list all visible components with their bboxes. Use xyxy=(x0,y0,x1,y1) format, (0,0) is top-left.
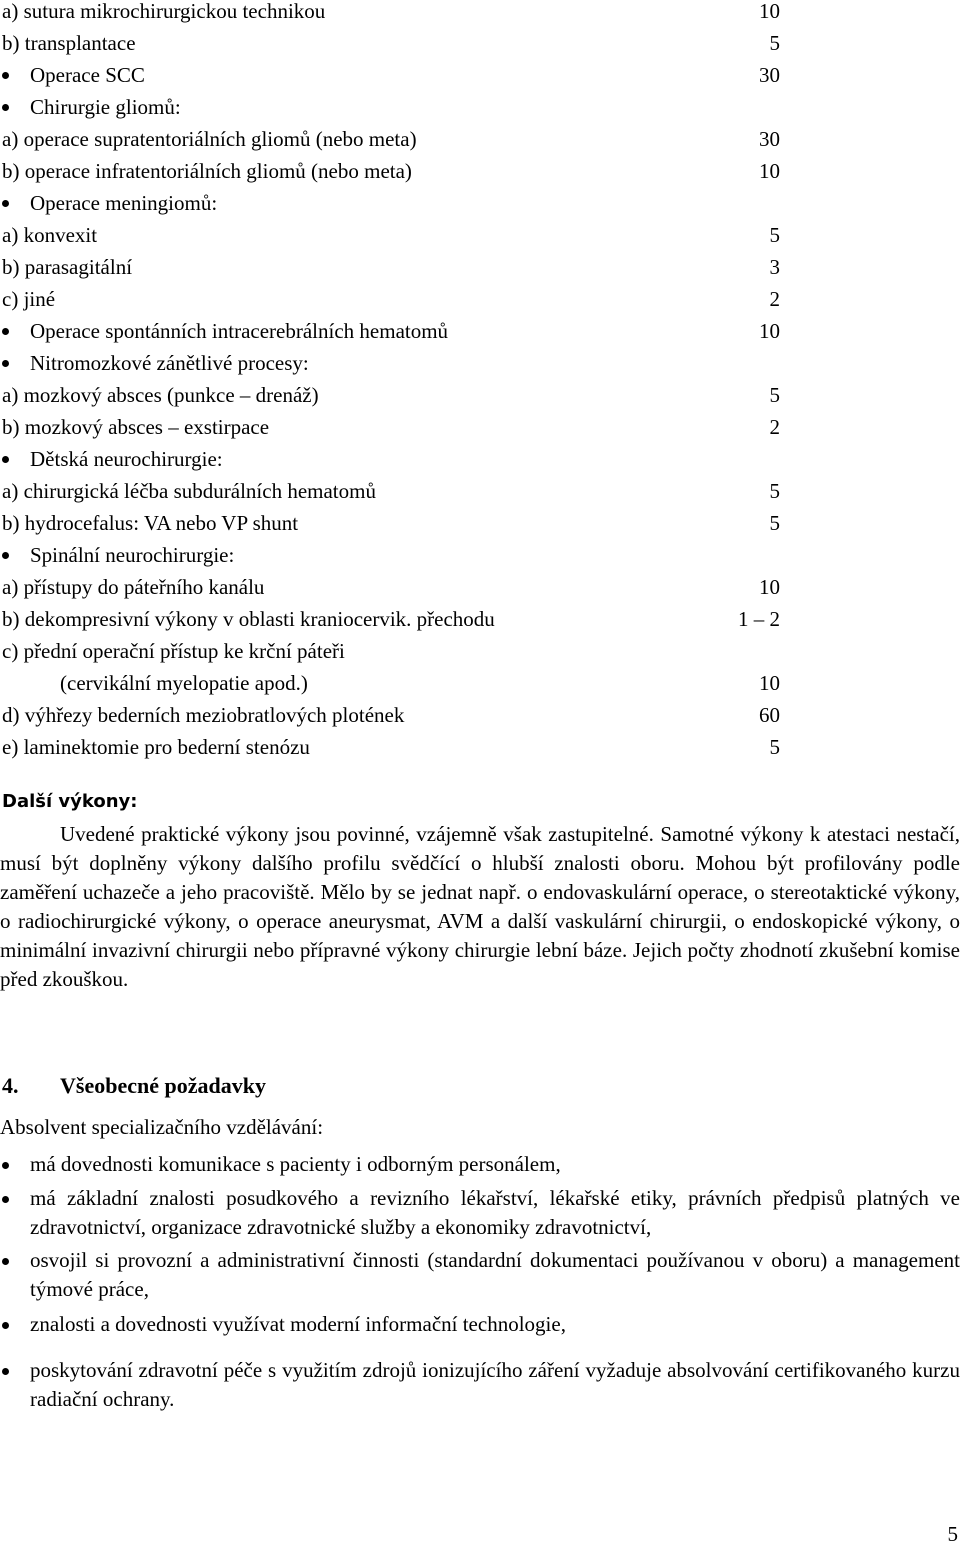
procedure-count: 3 xyxy=(769,255,780,279)
requirement-item: poskytování zdravotní péče s využitím zdrojů ionizujícího záření vyžaduje absolvování certifikovaného kurzu radiační ochrany. xyxy=(0,1356,960,1414)
procedure-row xyxy=(0,667,960,699)
procedure-label: a) operace supratentoriálních gliomů (nebo meta) xyxy=(2,127,417,151)
procedure-count: 30 xyxy=(759,63,780,87)
bullet-icon xyxy=(2,1196,9,1203)
procedure-label: c) přední operační přístup ke krční páteři xyxy=(2,639,345,663)
bullet-icon xyxy=(2,200,9,207)
procedure-row xyxy=(0,315,960,347)
procedure-count: 5 xyxy=(769,31,780,55)
bullet-icon xyxy=(2,1258,9,1265)
procedure-count: 10 xyxy=(759,319,780,343)
section-4-title: Všeobecné požadavky xyxy=(60,1073,266,1098)
procedure-row xyxy=(0,635,960,667)
procedure-label: Chirurgie gliomů: xyxy=(30,95,181,119)
procedure-count: 5 xyxy=(769,511,780,535)
procedure-row xyxy=(0,27,960,59)
procedure-row xyxy=(0,571,960,603)
procedure-count: 30 xyxy=(759,127,780,151)
procedure-count: 5 xyxy=(769,383,780,407)
procedure-label: b) mozkový absces – exstirpace xyxy=(2,415,270,439)
procedure-label: b) dekompresivní výkony v oblasti kraniocervik. přechodu xyxy=(2,607,495,631)
procedure-label: b) transplantace xyxy=(2,31,136,55)
procedure-count: 2 xyxy=(769,415,780,439)
procedure-label: b) parasagitální xyxy=(2,255,133,279)
procedure-row xyxy=(0,475,960,507)
procedure-label: e) laminektomie pro bederní stenózu xyxy=(2,735,310,759)
procedure-row xyxy=(0,0,960,27)
requirement-item: osvojil si provozní a administrativní činnosti (standardní dokumentaci používanou v oboru) a management týmové práce, xyxy=(0,1246,960,1304)
bullet-icon xyxy=(2,1322,9,1329)
procedure-count: 5 xyxy=(769,479,780,503)
bullet-icon xyxy=(2,552,9,559)
procedure-row xyxy=(0,283,960,315)
bullet-icon xyxy=(2,328,9,335)
procedure-label: a) konvexit xyxy=(2,223,98,247)
procedure-count: 2 xyxy=(769,287,780,311)
procedure-row xyxy=(0,443,960,475)
dalsi-heading: Další výkony: xyxy=(2,791,138,812)
section-4-number: 4. xyxy=(2,1073,19,1098)
procedure-count: 60 xyxy=(759,703,780,727)
procedure-row xyxy=(0,539,960,571)
procedure-count: 10 xyxy=(759,0,780,23)
procedure-label: Dětská neurochirurgie: xyxy=(30,447,223,471)
procedure-label: Operace meningiomů: xyxy=(30,191,218,215)
procedure-row xyxy=(0,603,960,635)
bullet-icon xyxy=(2,360,9,367)
page-number: 5 xyxy=(947,1522,958,1546)
bullet-icon xyxy=(2,1368,9,1375)
procedure-row xyxy=(0,699,960,731)
bullet-icon xyxy=(2,104,9,111)
procedure-label: Operace SCC xyxy=(30,63,145,87)
procedure-row xyxy=(0,91,960,123)
procedure-count: 10 xyxy=(759,159,780,183)
procedure-row xyxy=(0,187,960,219)
procedure-label: d) výhřezy bederních meziobratlových plotének xyxy=(2,703,405,727)
bullet-icon xyxy=(2,1162,9,1169)
procedure-row xyxy=(0,123,960,155)
procedure-row xyxy=(0,507,960,539)
requirement-item: má základní znalosti posudkového a revizního lékařství, lékařské etiky, právních předpisů platných ve zdravotnictví, organizace zdravotnické služby a ekonomiky zdravotnictví, xyxy=(0,1184,960,1242)
procedure-label: Spinální neurochirurgie: xyxy=(30,543,235,567)
procedure-row xyxy=(0,731,960,763)
procedure-row xyxy=(0,59,960,91)
procedure-label: Operace spontánních intracerebrálních hematomů xyxy=(30,319,449,343)
bullet-icon xyxy=(2,456,9,463)
procedure-row xyxy=(0,219,960,251)
procedure-label: a) chirurgická léčba subdurálních hematomů xyxy=(2,479,376,503)
dalsi-first-sentence: Uvedené praktické výkony jsou povinné, vzájemně však zastupitelné. xyxy=(60,822,654,846)
procedure-row xyxy=(0,411,960,443)
procedure-row xyxy=(0,379,960,411)
section-4-intro: Absolvent specializačního vzdělávání: xyxy=(0,1115,324,1139)
dalsi-paragraph xyxy=(0,820,960,994)
procedure-label: b) operace infratentoriálních gliomů (nebo meta) xyxy=(2,159,412,183)
dalsi-rest: Samotné výkony k atestaci nestačí, musí být doplněny výkony dalšího profilu svědčící o hlubší znalosti oboru. Mohou být profilovány podle zaměření uchazeče a jeho pracoviště. Mělo by se jednat např. o endovaskulární operace, o stereotaktické výkony, o radiochirurgické výkony, o operace aneurysmat, AVM a další vaskulární chirurgii, o endoskopické výkony, o minimální invazivní chirurgii nebo přípravné výkony chirurgie lební báze. Jejich počty zhodnotí zkušební komise před zkouškou. xyxy=(0,822,960,991)
procedure-count: 10 xyxy=(759,671,780,695)
procedure-row xyxy=(0,155,960,187)
requirement-item: znalosti a dovednosti využívat moderní informační technologie, xyxy=(0,1310,960,1339)
procedure-label: Nitromozkové zánětlivé procesy: xyxy=(30,351,309,375)
bullet-icon xyxy=(2,72,9,79)
procedure-row xyxy=(0,251,960,283)
procedure-count: 5 xyxy=(769,223,780,247)
procedure-label: b) hydrocefalus: VA nebo VP shunt xyxy=(2,511,299,535)
requirement-item: má dovednosti komunikace s pacienty i odborným personálem, xyxy=(0,1150,960,1179)
procedure-label: a) přístupy do páteřního kanálu xyxy=(2,575,265,599)
procedure-count: 1 – 2 xyxy=(738,607,780,631)
procedure-label: (cervikální myelopatie apod.) xyxy=(60,671,308,695)
procedure-label: a) sutura mikrochirurgickou technikou xyxy=(2,0,326,23)
procedure-count: 5 xyxy=(769,735,780,759)
procedure-label: a) mozkový absces (punkce – drenáž) xyxy=(2,383,319,407)
procedure-label: c) jiné xyxy=(2,287,56,311)
procedure-count: 10 xyxy=(759,575,780,599)
procedure-row xyxy=(0,347,960,379)
